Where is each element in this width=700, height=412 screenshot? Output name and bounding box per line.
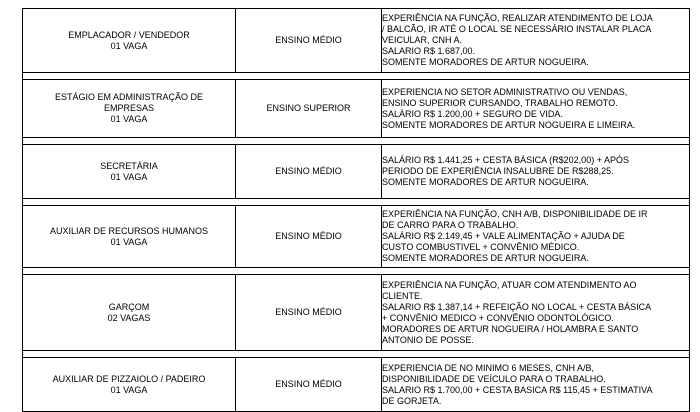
description-line: VEICULAR, CNH A. [382, 35, 463, 45]
job-title: AUXILIAR DE RECURSOS HUMANOS [49, 225, 209, 236]
description-line: PERIODO DE EXPERIÊNCIA INSALUBRE DE R$288,25. [382, 166, 614, 176]
description-line: ANTONIO DE POSSE. [382, 334, 474, 345]
description-line: ENSINO SUPERIOR CURSANDO, TRABALHO REMOTO. [382, 97, 618, 108]
vacancy-count: 01 VAGA [110, 384, 148, 395]
description-line: SALARIO R$ 1.700,00 + CESTA BASICA R$ 115,45 + ESTIMATIVA [382, 384, 653, 395]
job-title-cell [23, 80, 236, 138]
job-description [382, 145, 690, 199]
education-level: ENSINO MÉDIO [236, 206, 382, 268]
description-line: DISPONIBILIDADE DE VEÍCULO PARA O TRABALHO. [382, 373, 606, 384]
job-description [382, 206, 690, 268]
description-line: EXPERIENCIA DE NO MINIMO 6 MESES, CNH A/B, [382, 362, 595, 373]
description-line: SOMENTE MORADORES DE ARTUR NOGUEIRA. [382, 253, 589, 263]
row-gap [23, 138, 690, 145]
job-description [382, 275, 690, 351]
job-title: ESTÁGIO EM ADMINISTRAÇÃO DE EMPRESAS [54, 92, 204, 113]
vacancy-count: 01 VAGA [110, 171, 148, 182]
job-title: AUXILIAR DE PIZZAIOLO / PADEIRO [52, 373, 206, 384]
description-line: SOMENTE MORADORES DE ARTUR NOGUEIRA. [382, 177, 589, 187]
description-line: SALARIO R$ 1.387,14 + REFEIÇÃO NO LOCAL + CESTA BÁSICA [382, 301, 652, 312]
description-line: CUSTO COMBUSTIVEL + CONVÊNIO MÉDICO. [382, 242, 580, 252]
job-listings-sheet [22, 8, 686, 412]
table-row [23, 275, 690, 351]
table-row [23, 9, 690, 73]
job-title: GARÇOM [108, 301, 150, 312]
vacancy-count: 01 VAGA [110, 236, 148, 247]
description-line: EXPERIÊNCIA NA FUNÇÃO, REALIZAR ATENDIMENTO DE LOJA [382, 13, 653, 23]
description-line: + CONVÊNIO MEDICO + CONVÊNIO ODONTOLÓGICO. [382, 312, 614, 323]
row-gap [23, 268, 690, 275]
row-gap [23, 73, 690, 80]
table-row [23, 206, 690, 268]
description-line: DE CARRO PARA O TRABALHO. [382, 220, 519, 230]
description-line: EXPERIÊNCIA NA FUNÇÃO, CNH A/B, DISPONIBILIDADE DE IR [382, 209, 648, 219]
vacancy-count: 02 VAGAS [107, 312, 151, 323]
table-row [23, 358, 690, 412]
description-line: MORADORES DE ARTUR NOGUEIRA / HOLAMBRA E SANTO [382, 323, 639, 334]
vacancy-count: 01 VAGA [110, 40, 148, 51]
table-row [23, 80, 690, 138]
description-line: CLIENTE. [382, 290, 423, 301]
job-description [382, 80, 690, 138]
description-line: DE GORJETA. [382, 395, 442, 406]
job-title: EMPLACADOR / VENDEDOR [68, 29, 190, 40]
job-title-cell [23, 275, 236, 351]
row-gap [23, 351, 690, 358]
description-line: SALÁRIO R$ 2.149,45 + VALE ALIMENTAÇÃO + AJUDA DE [382, 231, 625, 241]
job-title-cell [23, 358, 236, 412]
table-row [23, 145, 690, 199]
description-line: EXPERIENCIA NO SETOR ADMINISTRATIVO OU VENDAS, [382, 86, 628, 97]
job-title-cell [23, 9, 236, 73]
job-description [382, 358, 690, 412]
education-level: ENSINO MÉDIO [236, 275, 382, 351]
description-line: SOMENTE MORADORES DE ARTUR NOGUEIRA. [382, 57, 589, 67]
description-line: SOMENTE MORADORES DE ARTUR NOGUEIRA E LIMEIRA. [382, 119, 636, 130]
description-line: SALARIO R$ 1.687,00. [382, 46, 476, 56]
job-listings-table [22, 8, 690, 412]
education-level: ENSINO MÉDIO [236, 358, 382, 412]
job-title: SECRETÁRIA [100, 160, 158, 171]
description-line: / BALCÃO, IR ATÉ O LOCAL SE NECESSÁRIO INSTALAR PLACA [382, 24, 652, 34]
education-level: ENSINO MÉDIO [236, 145, 382, 199]
description-line: SALÁRIO R$ 1.200,00 + SEGURO DE VIDA. [382, 108, 563, 119]
description-line: EXPERIÊNCIA NA FUNÇÃO, ATUAR COM ATENDIMENTO AO [382, 279, 637, 290]
job-title-cell [23, 206, 236, 268]
education-level: ENSINO SUPERIOR [236, 80, 382, 138]
description-line: SALÁRIO R$ 1.441,25 + CESTA BÁSICA (R$202,00) + APÓS [382, 155, 629, 165]
row-gap [23, 199, 690, 206]
education-level: ENSINO MÉDIO [236, 9, 382, 73]
vacancy-count: 01 VAGA [110, 114, 148, 124]
job-description [382, 9, 690, 73]
job-title-cell [23, 145, 236, 199]
